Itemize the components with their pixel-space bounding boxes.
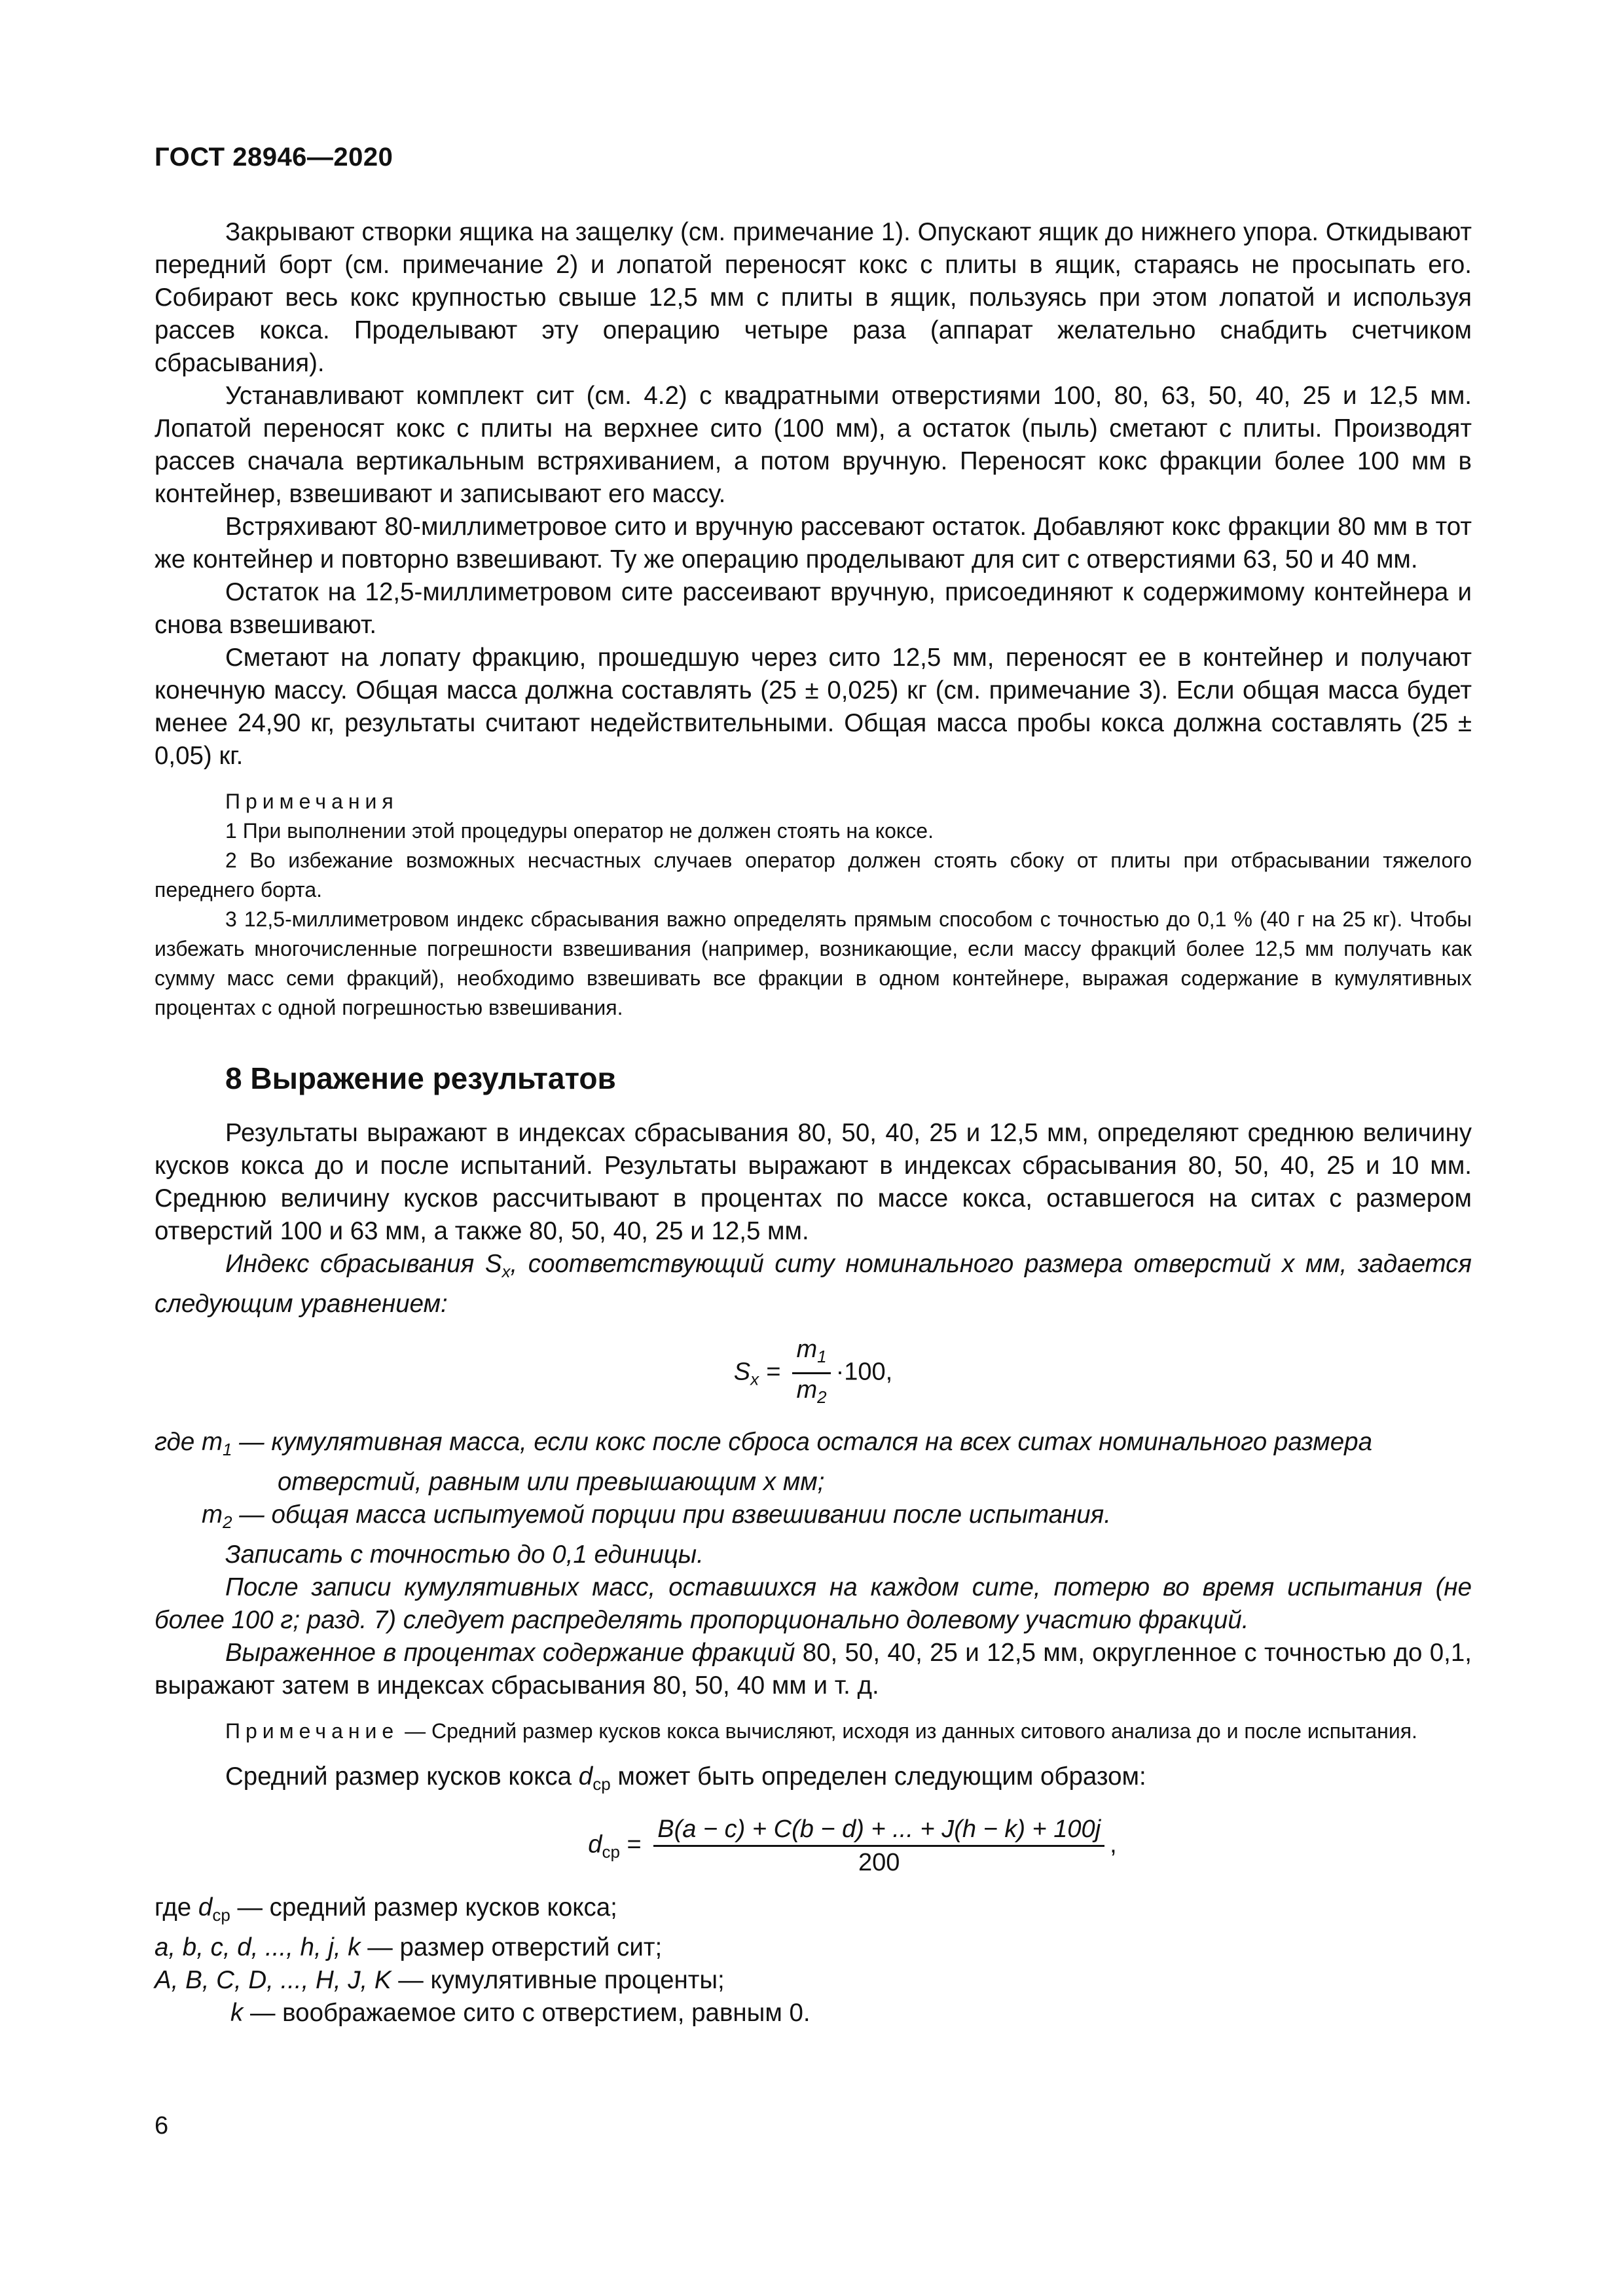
document-body xyxy=(155,216,1472,2030)
note-block xyxy=(155,1717,1472,1746)
where-item: A, B, C, D, ..., H, J, K — кумулятивные проценты; xyxy=(155,1966,725,1994)
paragraph: Встряхивают 80-миллиметровое сито и вручную рассевают остаток. Добавляют кокс фракции 80 мм в тот же контейнер и повторно взвешивают. Ту же операцию проделывают для сит с отверстиями 63, 50 и 40 мм. xyxy=(155,513,1472,574)
where-item: где $d_{ср}$ — средний размер кусков кокса; xyxy=(155,1893,617,1925)
note-item: 2 Во избежание возможных несчастных случаев оператор должен стоять сбоку от плиты при отбрасывании тяжелого переднего борта. xyxy=(155,848,1472,902)
paragraph: Результаты выражают в индексах сбрасывания 80, 50, 40, 25 и 12,5 мм, определяют среднюю величину кусков кокса до и после испытаний. Результаты выражают в индексах сбрасывания 80, 50, 40, 25 и 10 мм. Среднюю величину кусков рассчитывают в процентах по массе кокса, оставшегося на ситах с размером отверстий 100 и 63 мм, а также 80, 50, 40, 25 и 12,5 мм. xyxy=(155,1119,1472,1245)
definition-item: где $m_1$ — кумулятивная масса, если кокс после сброса остался на всех ситах номинального размера отверстий, равным или превышающим x мм; xyxy=(155,1428,1372,1496)
paragraph: Остаток на 12,5-миллиметровом сите рассеивают вручную, присоединяют к содержимому контейнера и снова взвешивают. xyxy=(155,578,1472,639)
notes-block xyxy=(155,787,1472,1023)
paragraph: Записать с точностью до 0,1 единицы. xyxy=(225,1540,704,1569)
definition-item: $m_2$ — общая масса испытуемой порции при взвешивании после испытания. xyxy=(202,1501,1111,1532)
document-header: ГОСТ 28946—2020 xyxy=(155,143,393,172)
page-number: 6 xyxy=(155,2112,169,2140)
note-item: 3 12,5-миллиметровом индекс сбрасывания важно определять прямым способом с точностью до 0,1 % (40 г на 25 кг). Чтобы избежать многочисленные погрешности взвешивания (например, возникающие, если массу фракций более 12,5 мм получать как сумму масс семи фракций), необходимо взвешивать все фракции в одном контейнере, выражая содержание в кумулятивных процентах с одной погрешностью взвешивания. xyxy=(155,907,1472,1019)
formula-drop-index: $S_x$ = $\frac{m_1}{m_2}$ ·100, xyxy=(733,1336,893,1407)
paragraph: После записи кумулятивных масс, оставшихся на каждом сите, потерю во время испытания (не более 100 г; разд. 7) следует распределять пропорционально долевому участию фракций. xyxy=(155,1573,1472,1634)
paragraph: Выраженное в процентах содержание фракций 80, 50, 40, 25 и 12,5 мм, округленное с точностью до 0,1, выражают затем в индексах сбрасывания 80, 50, 40 мм и т. д. xyxy=(155,1639,1472,1700)
where-item: a, b, c, d, ..., h, j, k — размер отверстий сит; xyxy=(155,1933,663,1961)
notes-title: Примечания xyxy=(225,790,399,813)
paragraph: Средний размер кусков кокса $d_{ср}$ может быть определен следующим образом: xyxy=(225,1762,1146,1794)
definitions-list xyxy=(155,1426,1472,1539)
where-list xyxy=(155,1891,1472,2030)
note-item: Примечание — Средний размер кусков кокса вычисляют, исходя из данных ситового анализа до и после испытания. xyxy=(225,1719,1417,1743)
formula-mean-size: $d_{ср}$ = $\frac{B(a - c) + C(b - d) + ... + J(h - k) + 100j}{200}$ , xyxy=(588,1815,1117,1876)
paragraph: Закрывают створки ящика на защелку (см. примечание 1). Опускают ящик до нижнего упора. Откидывают передний борт (см. примечание 2) и лопатой переносят кокс с плиты в ящик, стараясь не просыпать его. Собирают весь кокс крупностью свыше 12,5 мм с плиты в ящик, пользуясь при этом лопатой и используя рассев кокса. Проделывают эту операцию четыре раза (аппарат желательно снабдить счетчиком сбрасывания). xyxy=(155,218,1472,377)
paragraph: Сметают на лопату фракцию, прошедшую через сито 12,5 мм, переносят ее в контейнер и получают конечную массу. Общая масса должна составлять (25 ± 0,025) кг (см. примечание 3). Если общая масса будет менее 24,90 кг, результаты считают недействительными. Общая масса пробы кокса должна составлять (25 ± 0,05) кг. xyxy=(155,644,1472,770)
paragraph: Индекс сбрасывания $S_x$, соответствующий ситу номинального размера отверстий x мм, задается следующим уравнением: xyxy=(155,1250,1472,1318)
section-heading: 8 Выражение результатов xyxy=(225,1061,616,1095)
paragraph: Устанавливают комплект сит (см. 4.2) с квадратными отверстиями 100, 80, 63, 50, 40, 25 и 12,5 мм. Лопатой переносят кокс с плиты на верхнее сито (100 мм), а остаток (пыль) сметают с плиты. Производят рассев сначала вертикальным встряхиванием, а потом вручную. Переносят кокс фракции более 100 мм в контейнер, взвешивают и записывают его массу. xyxy=(155,382,1472,508)
note-item: 1 При выполнении этой процедуры оператор не должен стоять на коксе. xyxy=(225,819,934,843)
where-item: k — воображаемое сито с отверстием, равным 0. xyxy=(230,1999,811,2027)
